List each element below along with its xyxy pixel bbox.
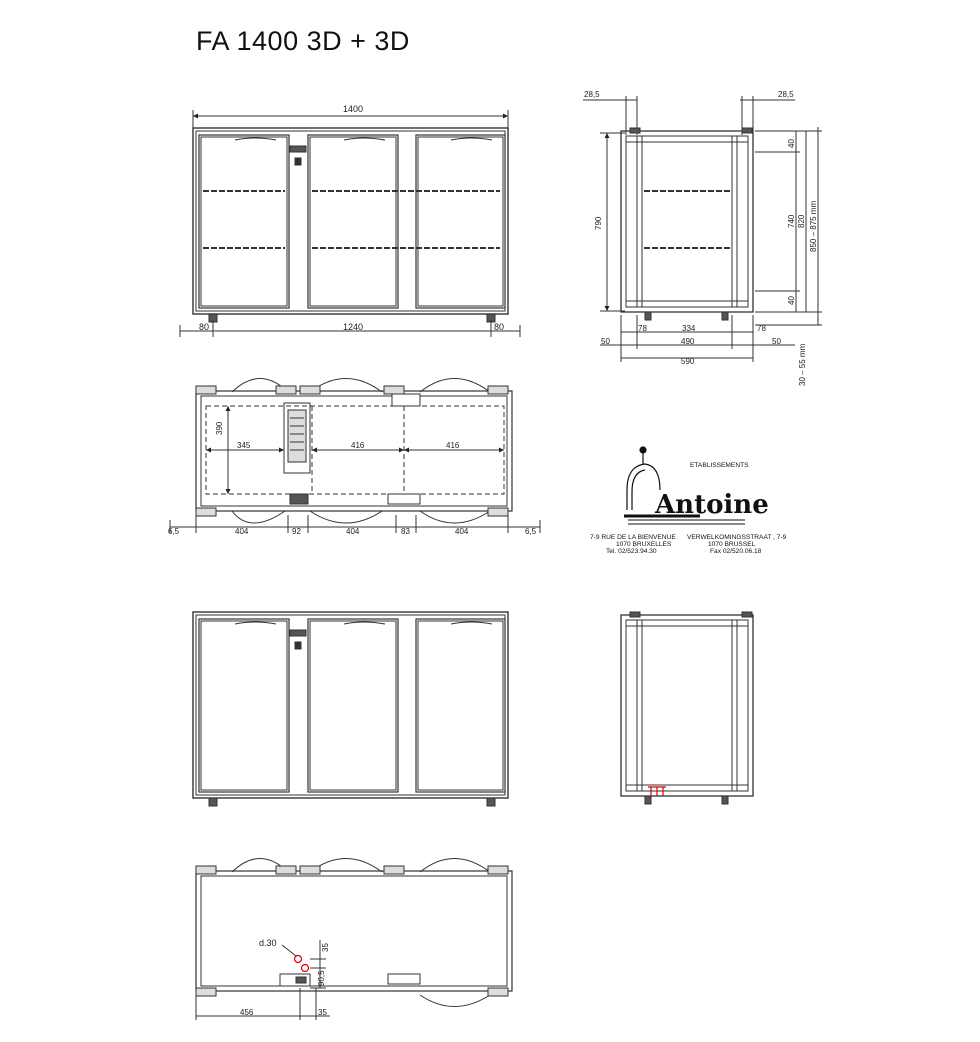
dim-bottom-90-5: 90,5 (317, 970, 326, 986)
dim-front-right: 80 (494, 322, 505, 332)
dim-side-490: 490 (681, 337, 695, 346)
dim-plan-404b: 404 (346, 527, 360, 536)
plan-view (170, 379, 540, 534)
logo-tel: Tel. 02/523.94.30 (606, 548, 657, 555)
dim-plan-92: 92 (292, 527, 301, 536)
logo-brand: Antoine (655, 490, 769, 520)
dim-width-total: 1400 (343, 104, 364, 114)
dim-side-78-left: 78 (638, 324, 647, 333)
dim-bottom-456: 456 (240, 1008, 254, 1017)
dim-plan-345: 345 (237, 441, 251, 450)
dim-side-40-bottom: 40 (787, 296, 796, 305)
drawing-title: FA 1400 3D + 3D (196, 26, 410, 56)
dim-side-78-right: 78 (757, 324, 766, 333)
company-logo (590, 447, 787, 555)
front-view (180, 110, 520, 337)
dim-plan-416b: 416 (446, 441, 460, 450)
logo-etablissements: ETABLISSEMENTS (690, 462, 749, 469)
dim-side-790: 790 (594, 216, 603, 230)
bottom-plan-view (196, 859, 512, 1021)
dim-side-feet: 30 – 55 mm (798, 343, 807, 386)
dim-plan-edge-right: 6,5 (525, 527, 537, 536)
side-view-2 (621, 612, 753, 804)
dim-side-range: 850 – 875 mm (809, 200, 818, 252)
dim-bottom-35-vertical: 35 (321, 943, 330, 952)
dim-side-334: 334 (682, 324, 696, 333)
dim-side-740: 740 (787, 214, 796, 228)
dim-side-590: 590 (681, 357, 695, 366)
logo-addr-fr-2: 1070 BRUXELLES (616, 541, 672, 548)
front-view-2 (193, 612, 508, 806)
dim-side-top-right: 28,5 (778, 90, 794, 99)
logo-addr-nl-1: VERWELKOMINGSSTRAAT , 7-9 (687, 534, 787, 541)
dim-side-top-left: 28,5 (584, 90, 600, 99)
logo-addr-fr-1: 7-9 RUE DE LA BIENVENUE (590, 534, 676, 541)
dim-front-left: 80 (199, 322, 210, 332)
dim-side-820: 820 (797, 214, 806, 228)
dim-side-50-left: 50 (601, 337, 610, 346)
dim-side-40-top: 40 (787, 139, 796, 148)
dim-plan-edge-left: 6,5 (168, 527, 180, 536)
logo-addr-nl-2: 1070 BRUSSEL (708, 541, 756, 548)
dim-bottom-35: 35 (318, 1008, 327, 1017)
dim-plan-83: 83 (401, 527, 410, 536)
side-view (583, 96, 822, 362)
dim-front-middle: 1240 (343, 322, 364, 332)
dim-hole-d30: d.30 (259, 938, 277, 948)
logo-fax: Fax 02/520.06.18 (710, 548, 762, 555)
dim-side-50-right: 50 (772, 337, 781, 346)
dim-plan-390: 390 (215, 421, 224, 435)
dim-plan-416a: 416 (351, 441, 365, 450)
dim-plan-404c: 404 (455, 527, 469, 536)
dim-plan-404a: 404 (235, 527, 249, 536)
